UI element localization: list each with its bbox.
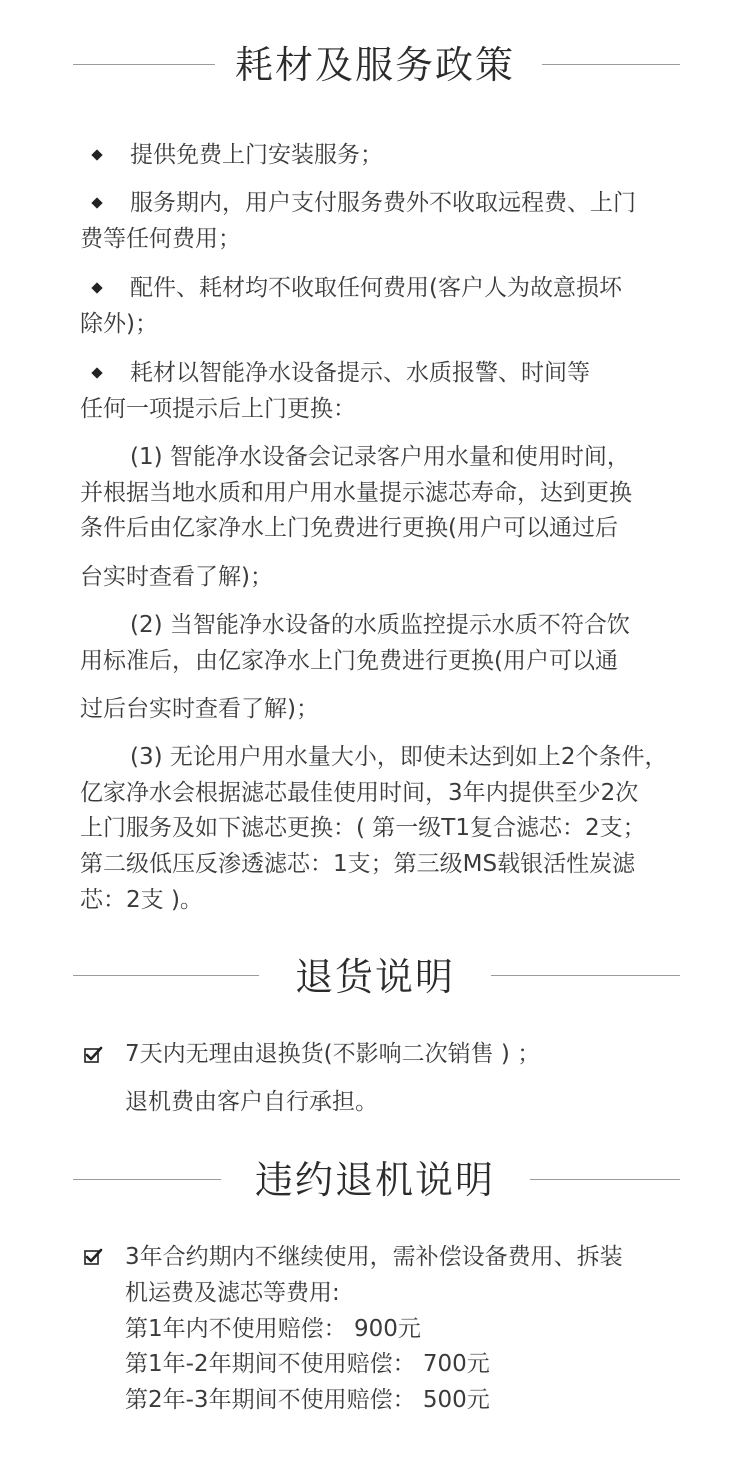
policy-paragraph-text: 第二级低压反渗透滤芯：1支；第三级MS载银活性炭滤 — [80, 851, 636, 877]
compensation-year-1: 第1年内不使用赔偿： 900元 — [125, 1316, 421, 1342]
diamond-bullet-icon — [91, 197, 102, 208]
diamond-bullet-icon — [91, 367, 102, 378]
policy-item-text: 耗材以智能净水设备提示、水质报警、时间等 — [130, 360, 590, 386]
policy-paragraph-text: (2) 当智能净水设备的水质监控提示水质不符合饮 — [130, 612, 630, 638]
breach-policy-text: 3年合约期内不继续使用，需补偿设备费用、拆装 — [125, 1244, 623, 1270]
policy-item-text: 除外)； — [80, 311, 158, 337]
policy-paragraph-text: (1) 智能净水设备会记录客户用水量和使用时间， — [130, 444, 630, 470]
section-title-breach: 违约退机说明 — [254, 1158, 495, 1202]
policy-item-text: 费等任何费用； — [80, 226, 241, 252]
policy-item-text: 任何一项提示后上门更换： — [80, 396, 356, 422]
policy-paragraph-text: 芯：2支 )。 — [80, 887, 203, 913]
policy-item-text: 提供免费上门安装服务； — [130, 142, 383, 168]
return-policy-text: 退机费由客户自行承担。 — [125, 1089, 378, 1115]
diamond-bullet-icon — [91, 282, 102, 293]
checkmark-icon — [83, 1045, 103, 1065]
return-policy-text: 7天内无理由退换货(不影响二次销售 ) ； — [125, 1041, 541, 1067]
section-title-return: 退货说明 — [294, 955, 455, 999]
title-divider-right — [491, 975, 680, 976]
title-divider-right — [530, 1179, 680, 1180]
policy-paragraph-text: 亿家净水会根据滤芯最佳使用时间，3年内提供至少2次 — [80, 780, 639, 806]
policy-paragraph-text: 台实时查看了解)； — [80, 564, 273, 590]
policy-paragraph-text: 用标准后，由亿家净水上门免费进行更换(用户可以通 — [80, 648, 618, 674]
section-title-consumables: 耗材及服务政策 — [234, 43, 515, 87]
policy-paragraph-text: 条件后由亿家净水上门免费进行更换(用户可以通过后 — [80, 515, 618, 541]
policy-item-text: 配件、耗材均不收取任何费用(客户人为故意损坏 — [130, 275, 622, 301]
policy-paragraph-text: 并根据当地水质和用户用水量提示滤芯寿命，达到更换 — [80, 480, 632, 506]
compensation-year-2-3: 第2年-3年期间不使用赔偿： 500元 — [125, 1387, 490, 1413]
checkmark-icon — [83, 1247, 103, 1267]
policy-item-text: 服务期内，用户支付服务费外不收取远程费、上门 — [130, 190, 636, 216]
title-divider-right — [542, 64, 680, 65]
breach-policy-text: 机运费及滤芯等费用: — [125, 1280, 340, 1306]
policy-paragraph-text: (3) 无论用户用水量大小，即使未达到如上2个条件， — [130, 744, 668, 770]
diamond-bullet-icon — [91, 149, 102, 160]
policy-paragraph-text: 过后台实时查看了解)； — [80, 696, 319, 722]
compensation-year-1-2: 第1年-2年期间不使用赔偿： 700元 — [125, 1351, 490, 1377]
policy-paragraph-text: 上门服务及如下滤芯更换：( 第一级T1复合滤芯：2支； — [80, 815, 646, 841]
